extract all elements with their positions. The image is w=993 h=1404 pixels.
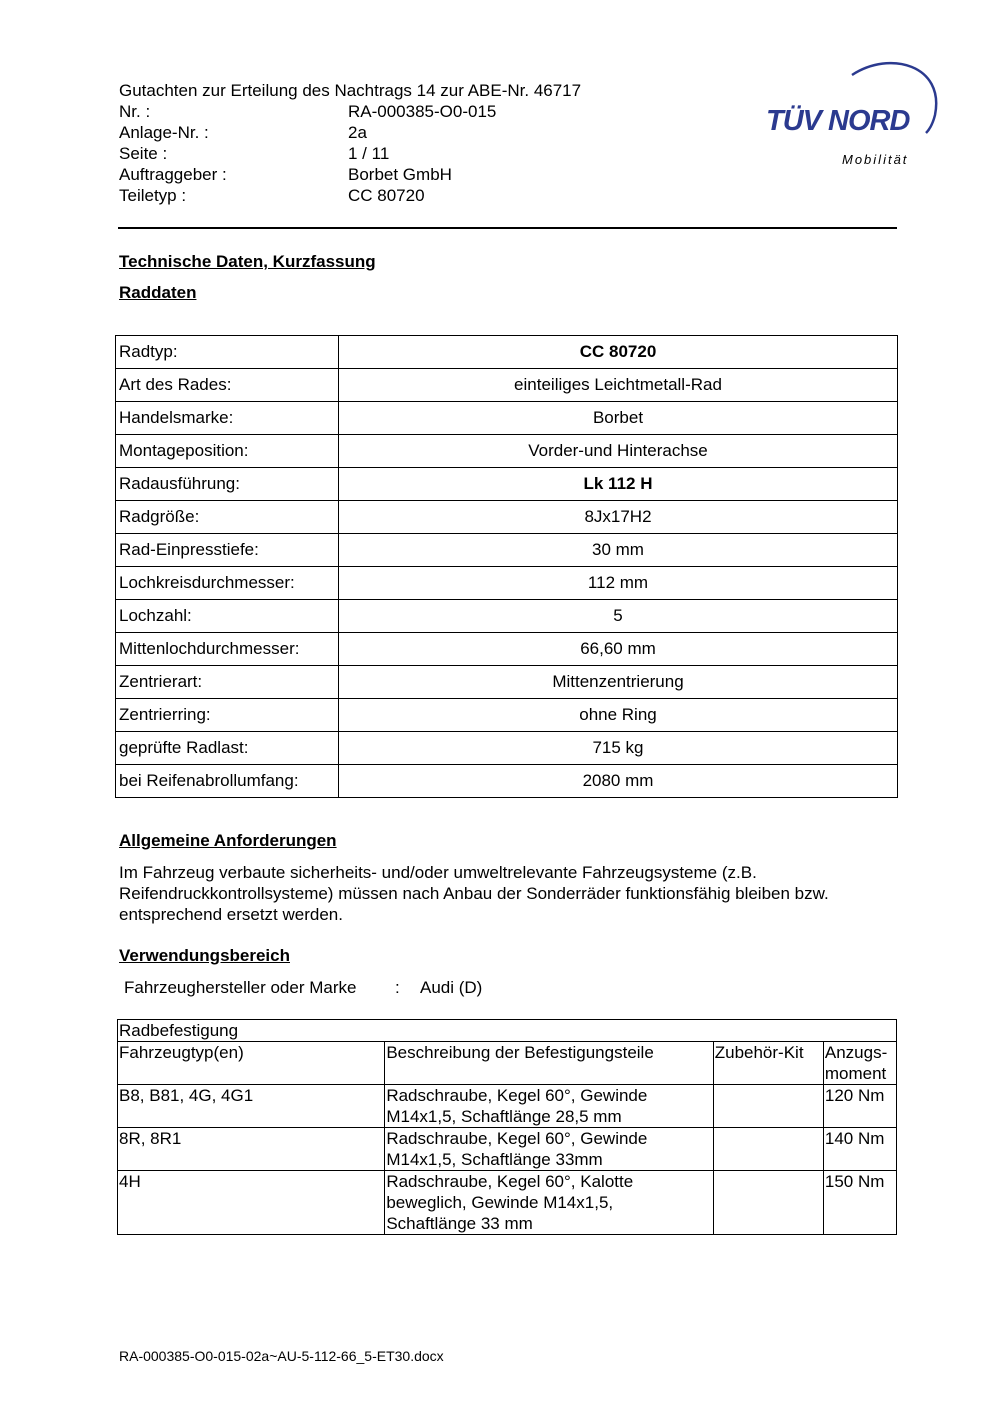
wheel-data-row <box>116 468 898 501</box>
wheel-data-value: Mittenzentrierung <box>339 666 898 699</box>
wheel-data-value: 66,60 mm <box>339 633 898 666</box>
header-key: Teiletyp : <box>119 186 187 205</box>
wheel-data-label: bei Reifenabrollumfang: <box>116 765 339 798</box>
wheel-data-value: 8Jx17H2 <box>339 501 898 534</box>
mounting-cell: 150 Nm <box>823 1171 896 1235</box>
wheel-data-value: 2080 mm <box>339 765 898 798</box>
manufacturer-value: Audi (D) <box>420 978 483 997</box>
wheel-data-row <box>116 336 898 369</box>
mounting-header-cell: Anzugs- moment <box>823 1042 896 1085</box>
tech-data-heading: Technische Daten, Kurzfassung <box>119 252 376 271</box>
wheel-data-row <box>116 666 898 699</box>
logo-tagline: Mobilität <box>842 152 909 167</box>
header-key: Nr. : <box>119 102 151 121</box>
wheel-data-label: Radausführung: <box>116 468 339 501</box>
wheel-data-value: 715 kg <box>339 732 898 765</box>
document-title-text: Gutachten zur Erteilung des Nachtrags 14 zur ABE-Nr. 46717 <box>119 81 582 100</box>
mounting-header-row <box>118 1042 897 1085</box>
wheel-data-value: Borbet <box>339 402 898 435</box>
general-requirements-heading: Allgemeine Anforderungen <box>119 831 337 850</box>
wheel-data-label: Radgröße: <box>116 501 339 534</box>
header-divider <box>118 227 897 229</box>
wheel-data-label: Art des Rades: <box>116 369 339 402</box>
general-requirements-line: Im Fahrzeug verbaute sicherheits- und/oder umweltrelevante Fahrzeugsysteme (z.B. <box>119 863 757 882</box>
general-requirements-line: Reifendruckkontrollsysteme) müssen nach Anbau der Sonderräder funktionsfähig bleiben bzw. <box>119 884 829 903</box>
header-key: Auftraggeber : <box>119 165 227 184</box>
manufacturer-label: Fahrzeughersteller oder Marke <box>124 978 357 997</box>
footer-filename: RA-000385-O0-015-02a~AU-5-112-66_5-ET30.docx <box>119 1348 444 1364</box>
logo-brand: TÜV NORD <box>766 105 910 137</box>
wheel-data-value: Lk 112 H <box>339 468 898 501</box>
mounting-cell <box>713 1128 823 1171</box>
table-row <box>118 1171 897 1235</box>
wheel-data-value: einteiliges Leichtmetall-Rad <box>339 369 898 402</box>
mounting-header-cell: Beschreibung der Befestigungsteile <box>385 1042 713 1085</box>
wheel-data-row <box>116 501 898 534</box>
header-key: Seite : <box>119 144 168 163</box>
wheel-data-label: Lochzahl: <box>116 600 339 633</box>
tuv-nord-logo <box>760 55 945 175</box>
wheel-data-value: 112 mm <box>339 567 898 600</box>
wheel-data-row <box>116 402 898 435</box>
wheel-data-row <box>116 600 898 633</box>
wheel-mounting-table <box>117 1019 897 1235</box>
manufacturer-separator: : <box>395 978 400 997</box>
wheel-data-row <box>116 435 898 468</box>
wheel-data-row <box>116 765 898 798</box>
header-value: 1 / 11 <box>348 144 390 163</box>
mounting-cell: Radschraube, Kegel 60°, Kalotte beweglich, Gewinde M14x1,5, Schaftlänge 33 mm <box>385 1171 713 1235</box>
wheel-data-label: Montageposition: <box>116 435 339 468</box>
wheel-data-value: ohne Ring <box>339 699 898 732</box>
mounting-cell: B8, B81, 4G, 4G1 <box>118 1085 385 1128</box>
wheel-data-row <box>116 369 898 402</box>
mounting-header-cell: Zubehör-Kit <box>713 1042 823 1085</box>
wheel-data-label: geprüfte Radlast: <box>116 732 339 765</box>
mounting-cell: 140 Nm <box>823 1128 896 1171</box>
mounting-cell: 8R, 8R1 <box>118 1128 385 1171</box>
table-row <box>118 1085 897 1128</box>
header-value: RA-000385-O0-015 <box>348 102 497 121</box>
wheel-data-value: 30 mm <box>339 534 898 567</box>
header-value: 2a <box>348 123 367 142</box>
table-row <box>118 1128 897 1171</box>
raddaten-heading: Raddaten <box>119 283 197 302</box>
wheel-data-label: Zentrierart: <box>116 666 339 699</box>
wheel-data-label: Rad-Einpresstiefe: <box>116 534 339 567</box>
wheel-data-label: Mittenlochdurchmesser: <box>116 633 339 666</box>
mounting-cell: Radschraube, Kegel 60°, Gewinde M14x1,5, Schaftlänge 28,5 mm <box>385 1085 713 1128</box>
header-value: CC 80720 <box>348 186 425 205</box>
wheel-data-value: 5 <box>339 600 898 633</box>
wheel-data-label: Zentrierring: <box>116 699 339 732</box>
general-requirements-text <box>119 862 909 925</box>
mounting-cell <box>713 1171 823 1235</box>
usage-heading: Verwendungsbereich <box>119 946 290 965</box>
header-value: Borbet GmbH <box>348 165 452 184</box>
wheel-data-table <box>115 335 898 798</box>
wheel-data-label: Radtyp: <box>116 336 339 369</box>
mounting-cell: 120 Nm <box>823 1085 896 1128</box>
mounting-cell: Radschraube, Kegel 60°, Gewinde M14x1,5, Schaftlänge 33mm <box>385 1128 713 1171</box>
mounting-cell <box>713 1085 823 1128</box>
wheel-data-row <box>116 732 898 765</box>
general-requirements-line: entsprechend ersetzt werden. <box>119 905 343 924</box>
wheel-data-row <box>116 567 898 600</box>
wheel-data-row <box>116 534 898 567</box>
wheel-data-label: Handelsmarke: <box>116 402 339 435</box>
wheel-data-row <box>116 633 898 666</box>
header-key: Anlage-Nr. : <box>119 123 209 142</box>
wheel-data-label: Lochkreisdurchmesser: <box>116 567 339 600</box>
mounting-cell: 4H <box>118 1171 385 1235</box>
wheel-data-row <box>116 699 898 732</box>
wheel-data-value: Vorder-und Hinterachse <box>339 435 898 468</box>
mounting-caption: Radbefestigung <box>118 1020 897 1042</box>
wheel-data-value: CC 80720 <box>339 336 898 369</box>
mounting-header-cell: Fahrzeugtyp(en) <box>118 1042 385 1085</box>
